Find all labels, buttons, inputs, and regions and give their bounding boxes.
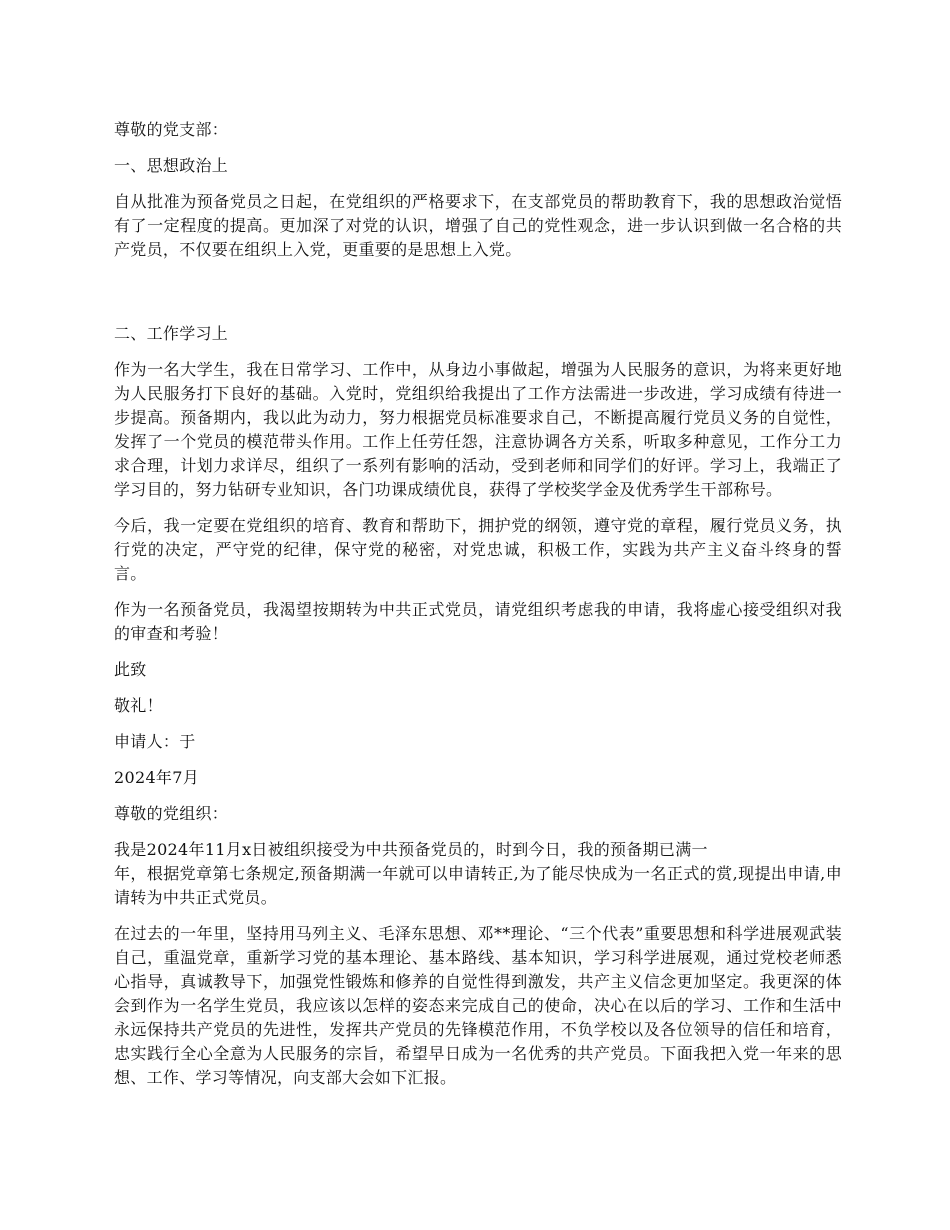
paragraph-work-study: 作为一名大学生，我在日常学习、工作中，从身边小事做起，增强为人民服务的意识，为将来更好地为人民服务打下良好的基础。入党时，党组织给我提出了工作方法需进一步改进，学习成绩有待进一步提高。预备期内，我以此为动力，努力根据党员标准要求自己，不断提高履行党员义务的自觉性，发挥了一个党员的模范带头作用。工作上任劳任怨，注意协调各方关系，听取多种意见，工作分工力求合理，计划力求详尽，组织了一系列有影响的活动，受到老师和同学们的好评。学习上，我端正了学习目的，努力钻研专业知识，各门功课成绩优良，获得了学校奖学金及优秀学生干部称号。 [114, 360, 842, 499]
document-body [114, 118, 842, 1102]
salutation-branch: 尊敬的党支部： [114, 120, 229, 139]
date-line: 2024年7月 [114, 768, 199, 787]
heading-ideology: 一、思想政治上 [114, 156, 229, 175]
paragraph-introduction-line-1: 我是2024年11月x日被组织接受为中共预备党员的，时到今日，我的预备期已满一 [114, 840, 708, 859]
paragraph-introduction [114, 838, 842, 910]
paragraph-ideology: 自从批准为预备党员之日起，在党组织的严格要求下，在支部党员的帮助教育下，我的思想政治觉悟有了一定程度的提高。更加深了对党的认识，增强了自己的党性观念，进一步认识到做一名合格的共产党员，不仅要在组织上入党，更重要的是思想上入党。 [114, 192, 842, 259]
heading-work-study: 二、工作学习上 [114, 324, 229, 343]
paragraph-request: 作为一名预备党员，我渴望按期转为中共正式党员，请党组织考虑我的申请，我将虚心接受组织对我的审查和考验！ [114, 600, 842, 643]
closing-ci-zhi: 此致 [114, 660, 147, 679]
paragraph-past-year: 在过去的一年里，坚持用马列主义、毛泽东思想、邓**理论、“三个代表”重要思想和科学进展观武装自己，重温党章，重新学习党的基本理论、基本路线、基本知识，学习科学进展观，通过党校老师悉心指导，真诚教导下，加强党性锻炼和修养的自觉性得到激发，共产主义信念更加坚定。我更深的体会到作为一名学生党员，我应该以怎样的姿态来完成自己的使命，决心在以后的学习、工作和生活中永远保持共产党员的先进性，发挥共产党员的先锋模范作用，不负学校以及各位领导的信任和培育，忠实践行全心全意为人民服务的宗旨，希望早日成为一名优秀的共产党员。下面我把入党一年来的思想、工作、学习等情况，向支部大会如下汇报。 [114, 924, 842, 1087]
paragraph-introduction-rest: 年，根据党章第七条规定,预备期满一年就可以申请转正,为了能尽快成为一名正式的赏,现提出申请,申请转为中共正式党员。 [114, 864, 842, 907]
blank-gap [114, 274, 842, 322]
closing-jing-li: 敬礼！ [114, 696, 163, 715]
applicant-line: 申请人：于 [114, 732, 196, 751]
salutation-organization: 尊敬的党组织： [114, 804, 229, 823]
paragraph-future: 今后，我一定要在党组织的培育、教育和帮助下，拥护党的纲领，遵守党的章程，履行党员义务，执行党的决定，严守党的纪律，保守党的秘密，对党忠诚，积极工作，实践为共产主义奋斗终身的誓言。 [114, 516, 842, 583]
